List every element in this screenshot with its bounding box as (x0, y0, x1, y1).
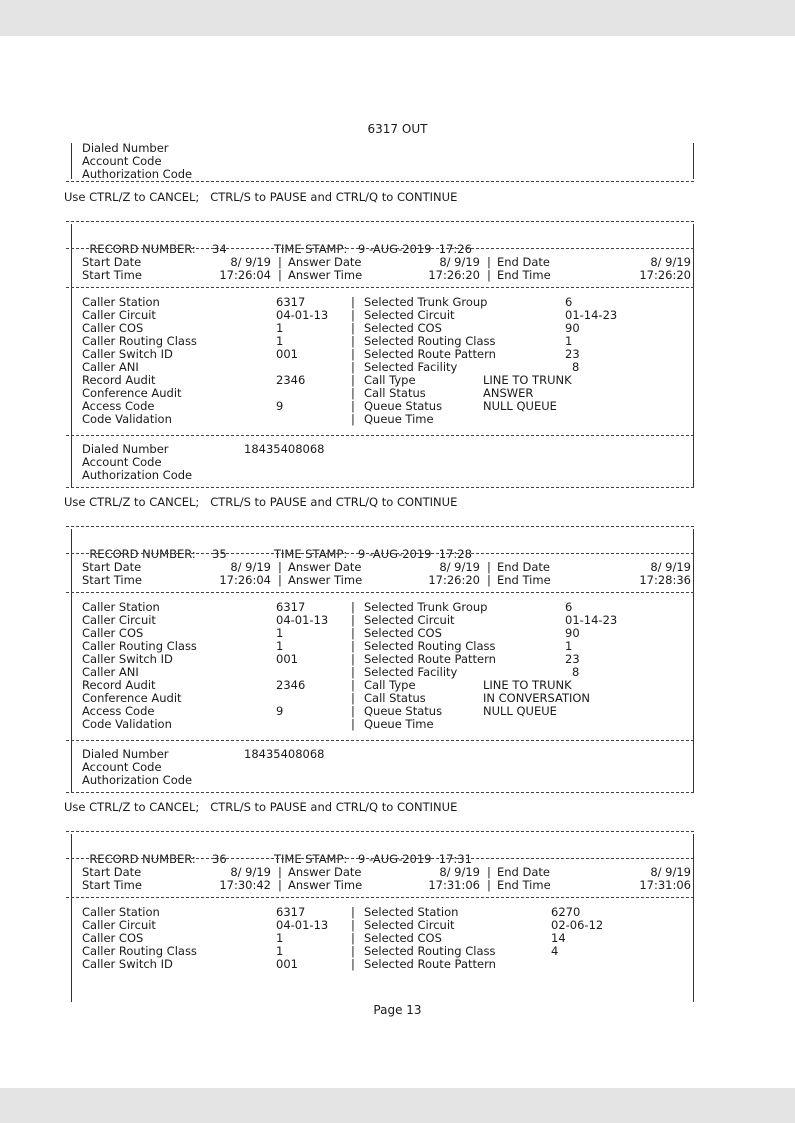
time-stamp-label: TIME STAMP: (274, 547, 348, 561)
selected-circuit: 01-14-23 (565, 308, 618, 322)
selected-circuit: 02-06-12 (551, 918, 604, 932)
account-code-label: Account Code (82, 455, 162, 469)
answer-time-label: Answer Time (288, 268, 363, 282)
caller-switch-id-label: Caller Switch ID (82, 957, 173, 971)
selected-route-pattern-label: Selected Route Pattern (364, 652, 496, 666)
divider (66, 792, 694, 793)
call-type-label: Call Type (364, 373, 416, 387)
divider (66, 740, 694, 741)
selected-routing-class: 1 (565, 639, 573, 653)
conference-audit-label: Conference Audit (82, 386, 182, 400)
answer-date: 8/ 9/19 (439, 560, 480, 574)
end-date: 8/ 9/19 (650, 255, 691, 269)
caller-ani-label: Caller ANI (82, 665, 139, 679)
answer-date-label: Answer Date (288, 560, 362, 574)
queue-status-label: Queue Status (364, 704, 443, 718)
caller-cos-label: Caller COS (82, 626, 144, 640)
column-separator: | (278, 878, 282, 892)
caller-cos: 1 (276, 321, 284, 335)
code-validation-label: Code Validation (82, 717, 172, 731)
column-separator: | (487, 255, 491, 269)
record-number-label: RECORD NUMBER: (89, 242, 196, 256)
selected-routing-class-label: Selected Routing Class (364, 639, 496, 653)
selected-station-label: Selected Station (364, 905, 459, 919)
call-status-label: Call Status (364, 386, 426, 400)
column-separator: | (351, 691, 355, 705)
cancel-instructions: Use CTRL/Z to CANCEL; CTRL/S to PAUSE and CTRL/Q to CONTINUE (64, 495, 458, 509)
divider (66, 831, 694, 832)
column-separator: | (351, 918, 355, 932)
divider (66, 526, 694, 527)
caller-circuit-label: Caller Circuit (82, 918, 156, 932)
divider (66, 858, 694, 859)
column-separator: | (351, 905, 355, 919)
queue-time-label: Queue Time (364, 717, 434, 731)
caller-station: 6317 (276, 295, 306, 309)
page-header: 6317 OUT (367, 122, 428, 136)
selected-routing-class: 1 (565, 334, 573, 348)
answer-date-label: Answer Date (288, 255, 362, 269)
column-separator: | (278, 255, 282, 269)
caller-switch-id: 001 (276, 957, 298, 971)
divider (66, 435, 694, 436)
record-number: 34 (212, 242, 227, 256)
caller-switch-id: 001 (276, 347, 298, 361)
caller-routing-class-label: Caller Routing Class (82, 944, 197, 958)
record-details (66, 906, 694, 972)
column-separator: | (351, 613, 355, 627)
column-separator: | (351, 944, 355, 958)
caller-circuit: 04-01-13 (276, 613, 329, 627)
answer-time-label: Answer Time (288, 878, 363, 892)
caller-routing-class: 1 (276, 334, 284, 348)
end-time-label: End Time (497, 268, 551, 282)
caller-station: 6317 (276, 905, 306, 919)
access-code: 9 (276, 399, 284, 413)
queue-status-label: Queue Status (364, 399, 443, 413)
dialed-number: 18435408068 (244, 747, 325, 761)
column-separator: | (487, 865, 491, 879)
record-audit: 2346 (276, 373, 306, 387)
column-separator: | (487, 573, 491, 587)
end-time: 17:26:20 (639, 268, 691, 282)
start-date-label: Start Date (82, 865, 142, 879)
record-number: 35 (212, 547, 227, 561)
start-time: 17:26:04 (219, 268, 271, 282)
answer-time-label: Answer Time (288, 573, 363, 587)
divider (66, 897, 694, 898)
caller-routing-class-label: Caller Routing Class (82, 639, 197, 653)
access-code: 9 (276, 704, 284, 718)
account-code-label: Account Code (82, 154, 162, 168)
selected-circuit-label: Selected Circuit (364, 918, 455, 932)
dialed-number-label: Dialed Number (82, 442, 169, 456)
selected-routing-class: 4 (551, 944, 559, 958)
record-number-label: RECORD NUMBER: (89, 852, 196, 866)
start-date-label: Start Date (82, 255, 142, 269)
selected-routing-class-label: Selected Routing Class (364, 334, 496, 348)
column-separator: | (351, 704, 355, 718)
record-header (82, 230, 472, 256)
caller-circuit-label: Caller Circuit (82, 613, 156, 627)
end-time: 17:28:36 (639, 573, 691, 587)
record-dates (66, 561, 694, 589)
answer-time: 17:31:06 (428, 878, 480, 892)
start-time-label: Start Time (82, 268, 142, 282)
answer-date: 8/ 9/19 (439, 865, 480, 879)
call-type: LINE TO TRUNK (483, 678, 572, 692)
call-status: IN CONVERSATION (483, 691, 591, 705)
caller-switch-id-label: Caller Switch ID (82, 347, 173, 361)
caller-routing-class: 1 (276, 944, 284, 958)
caller-circuit: 04-01-13 (276, 918, 329, 932)
time-stamp-value: 9 -AUG-2019 17:31 (358, 852, 472, 866)
caller-cos: 1 (276, 931, 284, 945)
column-separator: | (351, 295, 355, 309)
caller-switch-id: 001 (276, 652, 298, 666)
selected-facility-label: Selected Facility (364, 665, 458, 679)
end-date-label: End Date (497, 560, 550, 574)
column-separator: | (278, 865, 282, 879)
dialed-number-label: Dialed Number (82, 141, 169, 155)
selected-route-pattern: 23 (565, 347, 580, 361)
end-time-label: End Time (497, 573, 551, 587)
code-validation-label: Code Validation (82, 412, 172, 426)
answer-time: 17:26:20 (428, 268, 480, 282)
caller-station: 6317 (276, 600, 306, 614)
column-separator: | (351, 652, 355, 666)
column-separator: | (351, 321, 355, 335)
selected-route-pattern-label: Selected Route Pattern (364, 957, 496, 971)
time-stamp-value: 9 -AUG-2019 17:26 (358, 242, 472, 256)
divider (66, 287, 694, 288)
column-separator: | (351, 373, 355, 387)
record-header (82, 535, 472, 561)
selected-route-pattern: 23 (565, 652, 580, 666)
caller-circuit: 04-01-13 (276, 308, 329, 322)
record-audit-label: Record Audit (82, 373, 156, 387)
caller-station-label: Caller Station (82, 295, 160, 309)
start-date-label: Start Date (82, 560, 142, 574)
record-number-label: RECORD NUMBER: (89, 547, 196, 561)
start-time-label: Start Time (82, 573, 142, 587)
record-number: 36 (212, 852, 227, 866)
selected-route-pattern-label: Selected Route Pattern (364, 347, 496, 361)
call-status: ANSWER (483, 386, 534, 400)
dialed-number: 18435408068 (244, 442, 325, 456)
column-separator: | (487, 268, 491, 282)
start-time: 17:26:04 (219, 573, 271, 587)
selected-cos-label: Selected COS (364, 931, 442, 945)
selected-circuit-label: Selected Circuit (364, 613, 455, 627)
dialed-number-label: Dialed Number (82, 747, 169, 761)
start-date: 8/ 9/19 (230, 560, 271, 574)
selected-routing-class-label: Selected Routing Class (364, 944, 496, 958)
caller-routing-class: 1 (276, 639, 284, 653)
column-separator: | (351, 399, 355, 413)
column-separator: | (351, 334, 355, 348)
dialed-block (66, 748, 694, 788)
answer-time: 17:26:20 (428, 573, 480, 587)
selected-circuit: 01-14-23 (565, 613, 618, 627)
column-separator: | (278, 560, 282, 574)
divider (66, 221, 694, 222)
end-time-label: End Time (497, 878, 551, 892)
column-separator: | (351, 308, 355, 322)
conference-audit-label: Conference Audit (82, 691, 182, 705)
dialed-block (66, 443, 694, 483)
end-date: 8/ 9/19 (650, 560, 691, 574)
column-separator: | (351, 600, 355, 614)
access-code-label: Access Code (82, 399, 155, 413)
divider (66, 248, 694, 249)
end-date: 8/ 9/19 (650, 865, 691, 879)
queue-status: NULL QUEUE (483, 399, 557, 413)
selected-cos-label: Selected COS (364, 626, 442, 640)
selected-facility-label: Selected Facility (364, 360, 458, 374)
caller-switch-id-label: Caller Switch ID (82, 652, 173, 666)
end-date-label: End Date (497, 255, 550, 269)
start-time-label: Start Time (82, 878, 142, 892)
column-separator: | (351, 626, 355, 640)
answer-date-label: Answer Date (288, 865, 362, 879)
selected-cos: 90 (565, 321, 580, 335)
time-stamp-label: TIME STAMP: (274, 242, 348, 256)
record-dates (66, 866, 694, 894)
access-code-label: Access Code (82, 704, 155, 718)
column-separator: | (487, 560, 491, 574)
column-separator: | (278, 268, 282, 282)
continuation-block (66, 140, 694, 180)
selected-trunk-group: 6 (565, 295, 573, 309)
column-separator: | (351, 717, 355, 731)
caller-station-label: Caller Station (82, 600, 160, 614)
column-separator: | (487, 878, 491, 892)
call-status-label: Call Status (364, 691, 426, 705)
selected-facility: 8 (572, 360, 580, 374)
divider (66, 181, 694, 182)
authorization-code-label: Authorization Code (82, 773, 193, 787)
divider (66, 553, 694, 554)
caller-cos-label: Caller COS (82, 931, 144, 945)
scan-top-band (0, 0, 795, 36)
divider (66, 487, 694, 488)
column-separator: | (351, 386, 355, 400)
selected-cos: 14 (551, 931, 566, 945)
caller-routing-class-label: Caller Routing Class (82, 334, 197, 348)
account-code-label: Account Code (82, 760, 162, 774)
selected-trunk-group: 6 (565, 600, 573, 614)
column-separator: | (351, 665, 355, 679)
selected-facility: 8 (572, 665, 580, 679)
end-date-label: End Date (497, 865, 550, 879)
time-stamp-label: TIME STAMP: (274, 852, 348, 866)
caller-station-label: Caller Station (82, 905, 160, 919)
divider (66, 592, 694, 593)
column-separator: | (351, 639, 355, 653)
selected-circuit-label: Selected Circuit (364, 308, 455, 322)
selected-trunk-group-label: Selected Trunk Group (364, 600, 488, 614)
page-footer: Page 13 (373, 1003, 422, 1017)
column-separator: | (351, 347, 355, 361)
selected-trunk-group-label: Selected Trunk Group (364, 295, 488, 309)
scan-bottom-band (0, 1088, 795, 1123)
selected-cos: 90 (565, 626, 580, 640)
authorization-code-label: Authorization Code (82, 468, 193, 482)
cancel-instructions: Use CTRL/Z to CANCEL; CTRL/S to PAUSE and CTRL/Q to CONTINUE (64, 190, 458, 204)
authorization-code-label: Authorization Code (82, 167, 193, 181)
selected-cos-label: Selected COS (364, 321, 442, 335)
column-separator: | (351, 412, 355, 426)
call-type-label: Call Type (364, 678, 416, 692)
start-date: 8/ 9/19 (230, 255, 271, 269)
caller-cos: 1 (276, 626, 284, 640)
call-type: LINE TO TRUNK (483, 373, 572, 387)
start-time: 17:30:42 (219, 878, 271, 892)
column-separator: | (351, 957, 355, 971)
answer-date: 8/ 9/19 (439, 255, 480, 269)
end-time: 17:31:06 (639, 878, 691, 892)
record-header (82, 840, 472, 866)
record-details (66, 601, 694, 733)
caller-circuit-label: Caller Circuit (82, 308, 156, 322)
record-details (66, 296, 694, 428)
cancel-instructions: Use CTRL/Z to CANCEL; CTRL/S to PAUSE and CTRL/Q to CONTINUE (64, 800, 458, 814)
caller-cos-label: Caller COS (82, 321, 144, 335)
column-separator: | (351, 678, 355, 692)
column-separator: | (351, 360, 355, 374)
caller-ani-label: Caller ANI (82, 360, 139, 374)
selected-station: 6270 (551, 905, 581, 919)
record-dates (66, 256, 694, 284)
column-separator: | (351, 931, 355, 945)
column-separator: | (278, 573, 282, 587)
time-stamp-value: 9 -AUG-2019 17:28 (358, 547, 472, 561)
queue-status: NULL QUEUE (483, 704, 557, 718)
record-audit: 2346 (276, 678, 306, 692)
start-date: 8/ 9/19 (230, 865, 271, 879)
queue-time-label: Queue Time (364, 412, 434, 426)
record-audit-label: Record Audit (82, 678, 156, 692)
